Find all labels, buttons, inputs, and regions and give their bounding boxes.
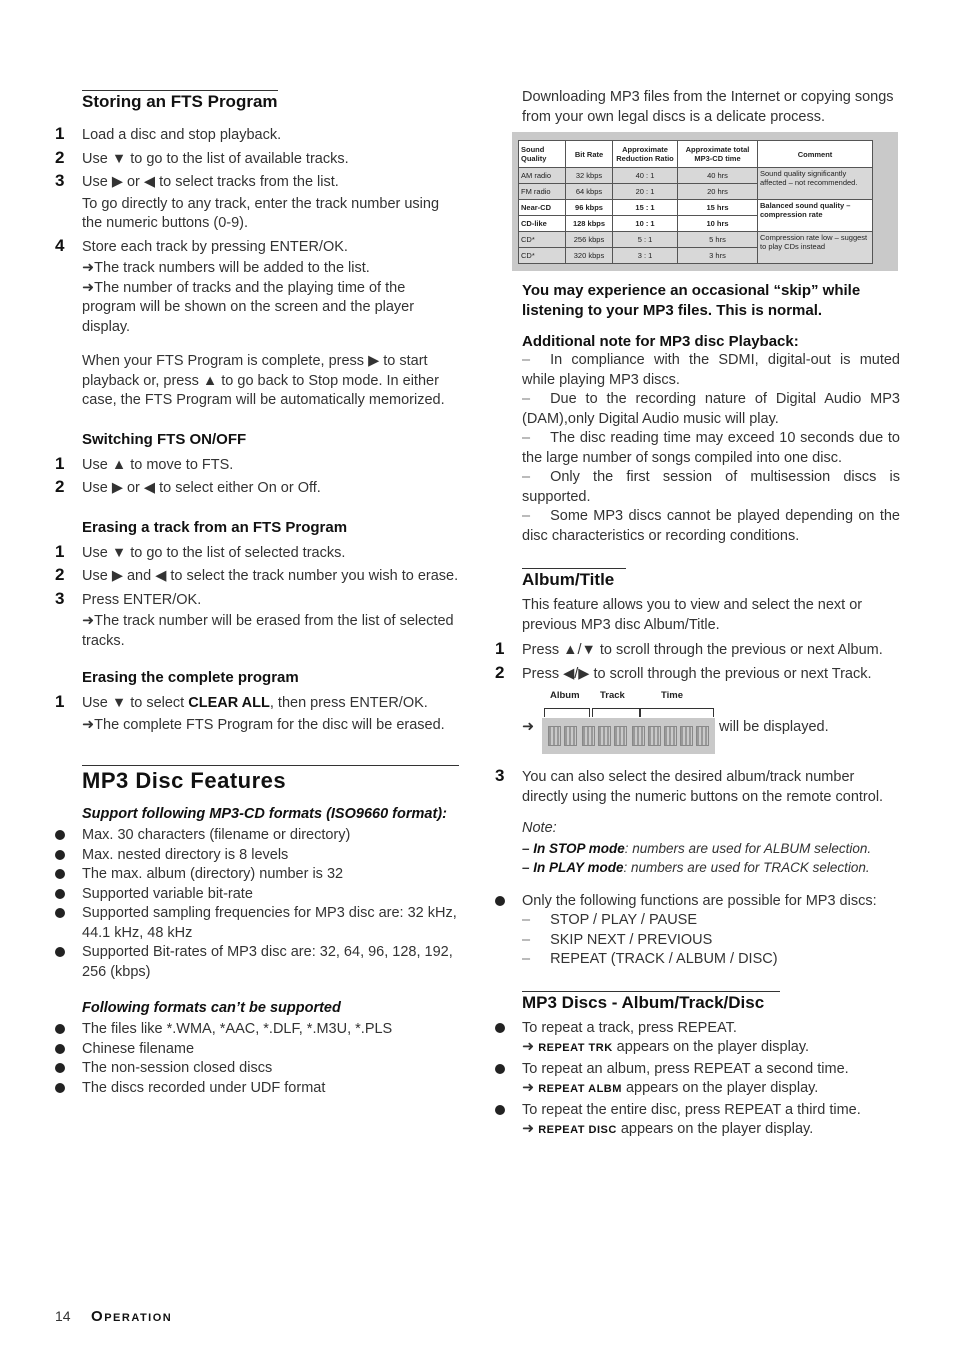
bullet-icon [495, 896, 505, 906]
note-lines [522, 839, 900, 878]
list-item-text: The disc reading time may exceed 10 seconds due to the large number of songs compiled into one disc. [522, 430, 900, 466]
display-code: REPEAT DISC [538, 1124, 617, 1136]
display-code: REPEAT ALBM [538, 1083, 622, 1095]
additional-list [522, 351, 900, 546]
step-text: , then press ENTER/OK. [269, 695, 428, 711]
bracket-track [592, 708, 640, 717]
bullet-icon [55, 1024, 65, 1034]
list-item [82, 1020, 460, 1040]
step-result: ➜The complete FTS Program for the disc will be erased. [82, 716, 445, 733]
list-item-text: The non-session closed discs [82, 1060, 273, 1076]
lcd-digit [696, 726, 709, 746]
list-item-text: The discs recorded under UDF format [82, 1079, 326, 1096]
table-header-cell: Sound Quality [519, 141, 566, 168]
display-code: REPEAT TRK [538, 1042, 613, 1054]
table-cell: 40 hrs [678, 168, 758, 184]
bitrate-table [518, 140, 873, 264]
table-cell: 3 : 1 [613, 248, 678, 264]
lcd-digit [664, 726, 677, 746]
bullet-icon [55, 830, 65, 840]
list-item-text: Some MP3 discs cannot be played depending on the disc characteristics or recording conditions. [522, 508, 900, 544]
lcd-digit [548, 726, 561, 746]
repeat-item [522, 1019, 900, 1059]
step-detail: ➜The track numbers will be added to the list. [82, 260, 370, 276]
bullet-icon [495, 1023, 505, 1033]
bullet-icon [495, 1064, 505, 1074]
table-header-cell: Approximate Reduction Ratio [613, 141, 678, 168]
list-item-text: The files like *.WMA, *AAC, *.DLF, *.M3U, *.PLS [82, 1021, 393, 1037]
list-item [522, 429, 900, 468]
bullet-icon [55, 908, 65, 918]
repeat-result-text: appears on the player display. [612, 1039, 810, 1055]
album-steps [495, 639, 900, 684]
list-item [82, 1079, 460, 1099]
list-item-text: Chinese filename [82, 1040, 195, 1057]
step-number: 1 [55, 692, 65, 711]
lcd-digit [582, 726, 595, 746]
table-header-row [519, 141, 873, 168]
numbered-step [55, 235, 460, 338]
table-cell: CD-like [519, 216, 566, 232]
album-intro: This feature allows you to view and select the next or previous MP3 disc Album/Title. [522, 597, 863, 633]
table-cell: 256 kbps [566, 232, 613, 248]
step-detail: ➜The number of tracks and the playing time of the program will be shown on the screen and the player display. [82, 279, 415, 335]
numbered-step [55, 147, 460, 170]
intro-text: Downloading MP3 files from the Internet or copying songs from your own legal discs is a delicate process. [522, 89, 894, 125]
dash-mark: – [522, 931, 531, 948]
step-detail: ➜The track number will be erased from the list of selected tracks. [82, 613, 454, 649]
step-number: 1 [495, 639, 505, 658]
support-title: Support following MP3-CD formats (ISO9660 format): [82, 806, 447, 822]
repeat-list [522, 1019, 900, 1141]
step-text: Load a disc and stop playback. [82, 127, 282, 143]
repeat-result-text: appears on the player display. [621, 1080, 819, 1096]
album-step-3 [495, 766, 900, 807]
step-number: 2 [55, 147, 65, 167]
functions-intro-text: Only the following functions are possible for MP3 discs: [522, 892, 877, 909]
list-item-text: Supported sampling frequencies for MP3 disc are: 32 kHz, 44.1 kHz, 48 kHz [82, 905, 457, 941]
step-detail: To go directly to any track, enter the track number using the numeric buttons (0-9). [82, 195, 440, 231]
repeat-title: MP3 Discs - Album/Track/Disc [522, 991, 780, 1013]
numbered-step [55, 565, 460, 587]
numbered-step [495, 662, 900, 685]
bullet-icon [495, 1105, 505, 1115]
unsupported-title: Following formats can’t be supported [82, 1000, 341, 1016]
repeat-result [522, 1120, 900, 1141]
step-number: 1 [55, 124, 65, 143]
repeat-result [522, 1038, 900, 1059]
table-comment-cell: Balanced sound quality – compression rate [758, 200, 873, 232]
dash-mark: – [522, 391, 531, 407]
support-list [82, 826, 460, 982]
function-item [522, 950, 900, 970]
table-cell: 128 kbps [566, 216, 613, 232]
table-cell: 15 hrs [678, 200, 758, 216]
fts-title: Storing an FTS Program [82, 92, 278, 111]
function-item [522, 931, 900, 951]
fts-complete-text: When your FTS Program is complete, press ▶ to start playback or, press ▲ to go back to Stop mode. In either case, the FTS Program will be automatically memorized. [82, 353, 445, 408]
footer [55, 1308, 172, 1326]
table-cell: Near-CD [519, 200, 566, 216]
unsupported-list [82, 1020, 460, 1098]
repeat-result-text: appears on the player display. [616, 1121, 814, 1137]
left-column [55, 90, 460, 1098]
table-header-cell: Comment [758, 141, 873, 168]
list-item [82, 1040, 460, 1060]
display-label-time: Time [661, 690, 684, 701]
step-number: 3 [55, 588, 65, 608]
list-item [82, 865, 460, 885]
album-title-heading: Album/Title [522, 568, 626, 590]
functions-list [522, 911, 900, 970]
table-cell: 20 hrs [678, 184, 758, 200]
repeat-instruction: To repeat an album, press REPEAT a second time. [522, 1060, 849, 1077]
arrow-icon: ➜ [522, 1080, 539, 1096]
step-number: 4 [55, 235, 65, 255]
list-item-text: Max. 30 characters (filename or directory) [82, 827, 351, 843]
clear-all-label: CLEAR ALL [188, 695, 270, 711]
table-cell: 10 hrs [678, 216, 758, 232]
list-item-text: Only the first session of multisession discs is supported. [522, 469, 900, 505]
table-cell: 320 kbps [566, 248, 613, 264]
note-text: : numbers are used for ALBUM selection. [624, 840, 872, 856]
table-cell: 10 : 1 [613, 216, 678, 232]
functions-intro [522, 892, 900, 912]
mp3-features-title: MP3 Disc Features [82, 765, 459, 794]
numbered-step [55, 541, 460, 564]
list-item [522, 390, 900, 429]
display-caption: will be displayed. [719, 719, 829, 735]
list-item [82, 943, 460, 982]
step-text: Press ◀/▶ to scroll through the previous or next Track. [522, 665, 872, 682]
step-number: 1 [55, 453, 65, 473]
list-item-text: Due to the recording nature of Digital Audio MP3 (DAM),only Digital Audio music will play. [522, 391, 900, 427]
step-text: Use ▲ to move to FTS. [82, 456, 234, 473]
list-item-text: Supported Bit-rates of MP3 disc are: 32, 64, 96, 128, 192, 256 (kbps) [82, 944, 453, 980]
bracket-album [544, 708, 590, 717]
note-line [522, 858, 900, 878]
note-line [522, 839, 900, 859]
table-cell: CD* [519, 232, 566, 248]
numbered-step [55, 588, 460, 652]
right-column [495, 88, 900, 1142]
numbered-step [55, 453, 460, 476]
dash-mark: – [522, 469, 531, 485]
function-item [522, 911, 900, 931]
function-text: STOP / PLAY / PAUSE [550, 912, 698, 928]
lcd-digit [598, 726, 611, 746]
function-text: SKIP NEXT / PREVIOUS [550, 931, 713, 948]
bracket-time [640, 708, 714, 717]
bitrate-table-box [512, 132, 898, 271]
erasing-program-title: Erasing the complete program [82, 669, 299, 686]
list-item-text: Supported variable bit-rate [82, 885, 253, 902]
step-text: You can also select the desired album/track number directly using the numeric buttons on the remote control. [522, 769, 884, 805]
list-item-text: The max. album (directory) number is 32 [82, 866, 344, 882]
table-cell: 15 : 1 [613, 200, 678, 216]
note-mode: In PLAY mode [533, 860, 624, 875]
repeat-instruction: To repeat a track, press REPEAT. [522, 1019, 737, 1036]
step-number: 2 [55, 477, 65, 496]
erasing-track-steps [55, 541, 460, 652]
arrow-icon: ➜ [522, 1121, 539, 1137]
step-text: Press ENTER/OK. [82, 591, 202, 608]
lcd-display [542, 718, 715, 754]
dash-mark: – [522, 352, 531, 368]
lcd-digit [564, 726, 577, 746]
numbered-step [55, 171, 460, 234]
display-label-track: Track [600, 690, 625, 701]
dash-mark: – [522, 912, 531, 928]
function-text: REPEAT (TRACK / ALBUM / DISC) [550, 951, 778, 967]
repeat-item [522, 1060, 900, 1100]
table-row [519, 168, 873, 184]
numbered-step [495, 639, 900, 661]
bullet-icon [55, 1083, 65, 1093]
step-text: Store each track by pressing ENTER/OK. [82, 238, 348, 255]
table-cell: 20 : 1 [613, 184, 678, 200]
step-text: Use ▼ to select [82, 695, 189, 711]
table-cell: CD* [519, 248, 566, 264]
lcd-digit [632, 726, 645, 746]
lcd-digit [680, 726, 693, 746]
repeat-instruction: To repeat the entire disc, press REPEAT a third time. [522, 1101, 861, 1118]
list-item [522, 351, 900, 390]
numbered-step [55, 477, 460, 499]
list-item [82, 826, 460, 846]
step-text: Use ▶ or ◀ to select tracks from the list. [82, 174, 339, 190]
dash-mark: – [522, 430, 531, 446]
switching-title: Switching FTS ON/OFF [82, 430, 247, 448]
list-item [82, 904, 460, 943]
step-number: 1 [55, 541, 65, 561]
lcd-digit [614, 726, 627, 746]
bullet-icon [55, 947, 65, 957]
list-item [522, 507, 900, 546]
bullet-icon [55, 1044, 65, 1054]
dash-mark: – [522, 951, 531, 967]
table-cell: FM radio [519, 184, 566, 200]
step-number: 3 [55, 171, 65, 190]
list-item [522, 468, 900, 507]
note-label: Note: [522, 820, 557, 836]
dash-mark: – [522, 840, 534, 856]
numbered-step [55, 124, 460, 146]
bullet-icon [55, 1063, 65, 1073]
table-cell: 40 : 1 [613, 168, 678, 184]
page-number: 14 [55, 1308, 71, 1324]
display-figure [522, 690, 900, 760]
table-comment-cell: Compression rate low – suggest to play CDs instead [758, 232, 873, 264]
list-item-text: Max. nested directory is 8 levels [82, 846, 289, 863]
repeat-item [522, 1101, 900, 1141]
table-cell: 64 kbps [566, 184, 613, 200]
bullet-icon [55, 869, 65, 879]
table-cell: 5 : 1 [613, 232, 678, 248]
dash-mark: – [522, 508, 531, 524]
note-text: : numbers are used for TRACK selection. [623, 860, 870, 875]
erasing-track-title: Erasing a track from an FTS Program [82, 518, 348, 536]
table-header-cell: Bit Rate [566, 141, 613, 168]
table-cell: 96 kbps [566, 200, 613, 216]
table-header-cell: Approximate total MP3-CD time [678, 141, 758, 168]
repeat-result [522, 1079, 900, 1100]
step-number: 3 [495, 766, 505, 785]
table-comment-cell: Sound quality significantly affected – not recommended. [758, 168, 873, 200]
table-row [519, 232, 873, 248]
skip-note: You may experience an occasional “skip” while listening to your MP3 files. This is normal. [522, 282, 861, 319]
table-cell: 5 hrs [678, 232, 758, 248]
additional-title: Additional note for MP3 disc Playback: [522, 333, 799, 350]
step-number: 2 [55, 565, 65, 584]
section-name: Operation [91, 1308, 173, 1325]
list-item [82, 1059, 460, 1079]
list-item [82, 846, 460, 866]
step-text: Press ▲/▼ to scroll through the previous or next Album. [522, 642, 883, 658]
table-cell: AM radio [519, 168, 566, 184]
erasing-program-step [55, 692, 460, 735]
bullet-icon [55, 889, 65, 899]
list-item [82, 885, 460, 905]
list-item-text: In compliance with the SDMI, digital-out is muted while playing MP3 discs. [522, 352, 900, 388]
step-number: 2 [495, 662, 505, 682]
note-mode: In STOP mode [533, 840, 625, 856]
arrow-icon: ➜ [522, 719, 535, 735]
display-label-album: Album [550, 690, 580, 701]
bullet-icon [55, 850, 65, 860]
table-row [519, 200, 873, 216]
step-text: Use ▶ or ◀ to select either On or Off. [82, 480, 321, 496]
fts-steps [55, 124, 460, 337]
step-text: Use ▼ to go to the list of selected tracks. [82, 544, 346, 561]
dash-mark: – [522, 860, 534, 875]
table-cell: 3 hrs [678, 248, 758, 264]
table-cell: 32 kbps [566, 168, 613, 184]
lcd-digit [648, 726, 661, 746]
switching-steps [55, 453, 460, 499]
step-text: Use ▼ to go to the list of available tracks. [82, 150, 349, 167]
step-text: Use ▶ and ◀ to select the track number you wish to erase. [82, 568, 459, 584]
arrow-icon: ➜ [522, 1039, 539, 1055]
